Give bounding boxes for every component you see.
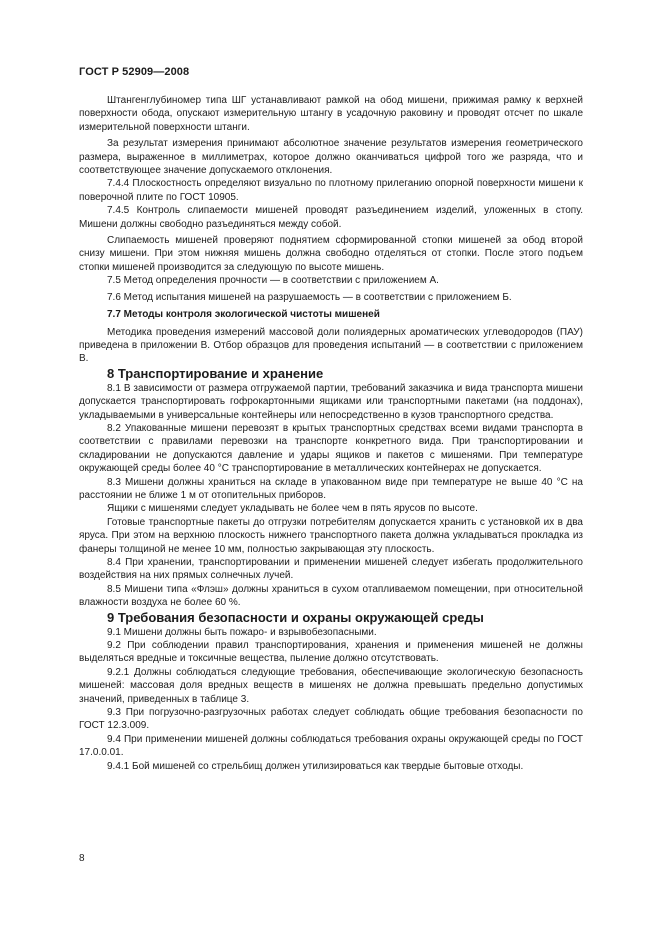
paragraph-8-1: 8.1 В зависимости от размера отгружаемой партии, требований заказчика и вида транспорта мишени допускается транспортировать гофрокартонными ящиками или транспортными пакетами (на поддонах), укладываемыми в универсальные контейнеры или непосредственно в кузов транспортного средства. <box>79 382 583 421</box>
paragraph-7-6: 7.6 Метод испытания мишеней на разрушаемость — в соответствии с приложением Б. <box>107 291 512 303</box>
subheading-7-7: 7.7 Методы контроля экологической чистоты мишеней <box>107 309 380 321</box>
paragraph-9-4: 9.4 При применении мишеней должны соблюдаться требования охраны окружающей среды по ГОСТ 17.0.0.01. <box>79 733 583 759</box>
paragraph-9-3: 9.3 При погрузочно-разгрузочных работах следует соблюдать общие требования безопасности по ГОСТ 12.3.009. <box>79 707 583 732</box>
section-heading-9: 9 Требования безопасности и охраны окружающей среды <box>107 609 484 625</box>
standard-header: ГОСТ Р 52909—2008 <box>79 66 190 78</box>
paragraph-8-4: 8.4 При хранении, транспортировании и применении мишеней следует избегать продолжительного воздействия на них прямых солнечных лучей. <box>79 557 583 582</box>
section-heading-8: 8 Транспортирование и хранение <box>107 365 324 381</box>
paragraph: Слипаемость мишеней проверяют поднятием сформированной стопки мишеней за обод второй снизу мишени. При этом нижняя мишень должна свободно отделяться от стопки. После этого подъем стопки мишеней производится за следующую по высоте мишень. <box>79 235 583 273</box>
paragraph-9-4-1: 9.4.1 Бой мишеней со стрельбищ должен утилизироваться как твердые бытовые отходы. <box>107 760 524 772</box>
paragraph-7-4-4: 7.4.4 Плоскостность определяют визуально по плотному прилеганию опорной поверхности мишени к поверочной плите по ГОСТ 10905. <box>79 178 583 203</box>
paragraph: Штангенглубиномер типа ШГ устанавливают рамкой на обод мишени, прижимая рамку к верхней поверхности обода, опускают измерительную штангу в усадочную раковину и проводят отсчет по шкале измерительной поверхности штанги. <box>79 95 583 133</box>
page-body <box>79 94 583 773</box>
paragraph-7-4-5: 7.4.5 Контроль слипаемости мишеней проводят разъединением изделий, уложенных в стопу. Мишени должны свободно разъединяться между собой. <box>79 205 583 230</box>
paragraph: Ящики с мишенями следует укладывать не более чем в пять ярусов по высоте. <box>107 503 478 515</box>
paragraph-8-3: 8.3 Мишени должны храниться на складе в упакованном виде при температуре не выше 40 °С на расстоянии не ближе 1 м от отопительных приборов. <box>79 476 583 501</box>
paragraph-9-2: 9.2 При соблюдении правил транспортирования, хранения и применения мишеней не должны выделяться вредные и токсичные вещества, пыление должно отсутствовать. <box>79 640 583 665</box>
paragraph-8-5: 8.5 Мишени типа «Флэш» должны храниться в сухом отапливаемом помещении, при относительной влажности воздуха не более 60 %. <box>79 583 583 609</box>
paragraph: За результат измерения принимают абсолютное значение результатов измерения геометрического размера, выраженное в миллиметрах, которое должно оканчиваться цифрой того же разряда, что и соответствующее значение допускаемого отклонения. <box>79 138 583 177</box>
paragraph-9-2-1: 9.2.1 Должны соблюдаться следующие требования, обеспечивающие экологическую безопасность мишеней: массовая доля вредных веществ в мишенях не должна превышать предельно допустимых значений, приведенных в таблице 3. <box>79 666 583 705</box>
paragraph: Готовые транспортные пакеты до отгрузки потребителям допускается хранить с установкой их в два яруса. При этом на верхнюю плоскость нижнего транспортного пакета должна укладываться прокладка из фанеры толщиной не менее 10 мм, полностью закрывающая эту плоскость. <box>79 516 583 555</box>
paragraph: Методика проведения измерений массовой доли полиядерных ароматических углеводородов (ПАУ) приведена в приложении В. Отбор образцов для проведения испытаний — в соответствии с приложением В. <box>79 326 583 365</box>
paragraph-7-5: 7.5 Метод определения прочности — в соответствии с приложением А. <box>107 275 439 287</box>
paragraph-8-2: 8.2 Упакованные мишени перевозят в крытых транспортных средствах всеми видами транспорта в соответствии с правилами перевозки на транспорте конкретного вида. При транспортировании и складировании не допускаются давление и удары ящиков и пакетов с мишенями. При температуре окружающей среды более 40 °С транспортирование в металлических контейнерах не допускается. <box>79 422 583 475</box>
page-number: 8 <box>79 853 85 864</box>
paragraph-9-1: 9.1 Мишени должны быть пожаро- и взрывобезопасными. <box>107 626 377 638</box>
